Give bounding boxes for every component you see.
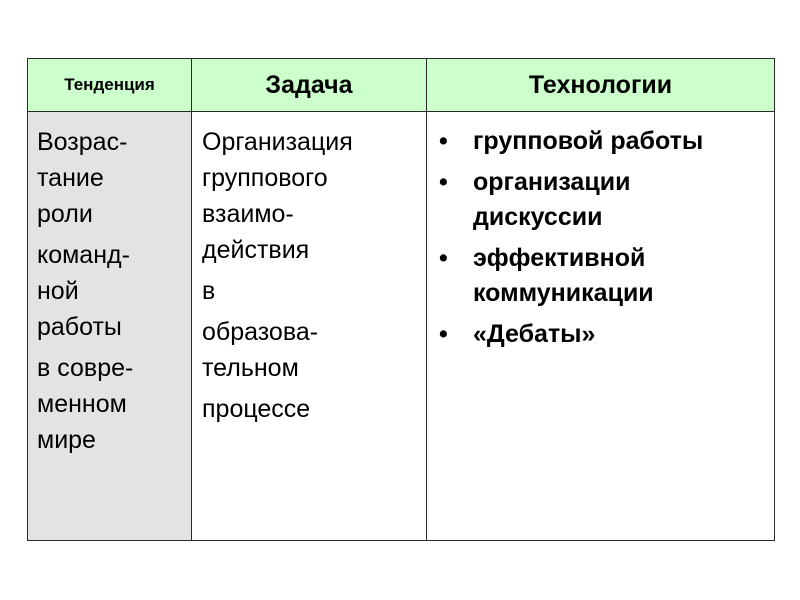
header-cell-task — [192, 59, 427, 112]
trend-line: команд- ной работы — [37, 241, 130, 341]
bullet-icon: • — [439, 244, 448, 272]
technology-text: «Дебаты» — [473, 320, 596, 348]
header-task-label: Задача — [265, 70, 353, 99]
content-table — [27, 58, 775, 541]
task-line: образова- тельном — [202, 318, 319, 382]
bullet-icon: • — [439, 320, 448, 348]
list-item — [437, 317, 774, 352]
bullet-icon: • — [439, 127, 448, 155]
technology-text: организации дискуссии — [473, 168, 631, 231]
technology-text: эффективной коммуникации — [473, 244, 654, 307]
list-item — [437, 241, 774, 311]
trend-cell — [28, 112, 192, 540]
trend-line: Возрас- тание роли — [37, 128, 128, 228]
task-line: в — [202, 277, 216, 305]
technologies-list — [437, 124, 774, 352]
technology-text: групповой работы — [473, 127, 704, 155]
header-cell-trend — [28, 59, 192, 112]
technologies-cell — [427, 112, 774, 540]
task-cell — [192, 112, 427, 540]
bullet-icon: • — [439, 168, 448, 196]
task-line: Организация группового взаимо- действия — [202, 128, 353, 264]
list-item — [437, 165, 774, 235]
header-trend-label: Тенденция — [64, 75, 155, 94]
header-technologies-label: Технологии — [528, 70, 673, 99]
task-line: процессе — [202, 395, 311, 423]
list-item — [437, 124, 774, 159]
trend-line: в совре- менном мире — [37, 354, 134, 454]
header-cell-technologies — [427, 59, 774, 112]
